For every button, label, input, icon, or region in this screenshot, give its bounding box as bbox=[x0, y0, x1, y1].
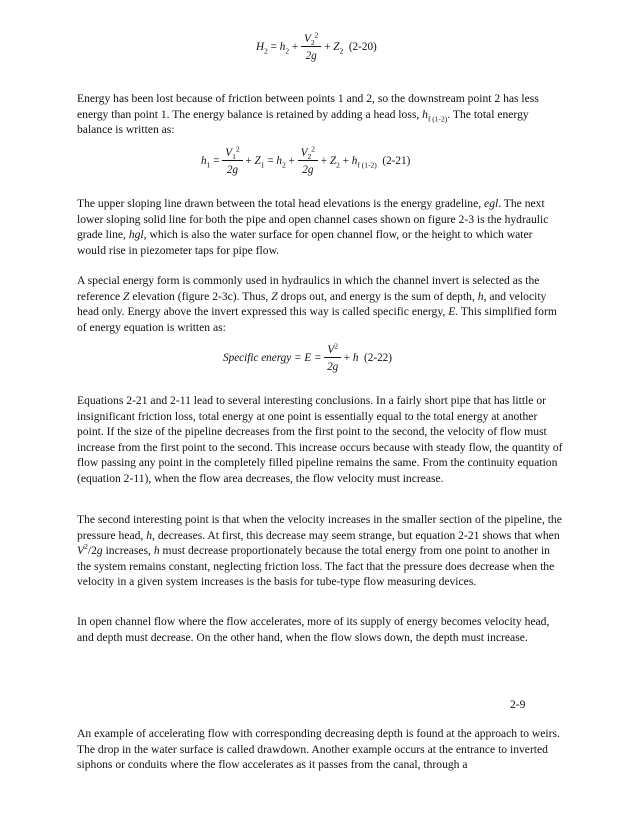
page-number: 2-9 bbox=[510, 698, 526, 711]
paragraph-pressure-head: The second interesting point is that when the velocity increases in the smaller section of the pipeline, the pressure head, h, decreases. At first, this decrease may seem strange, but equation 2-21 shows that when $V^2/2g$ increases, h must decrease proportionately because the total energy from one point to another in the system remains constant, neglecting friction loss. The fact that the pressure does decrease when the velocity in a given system increases is the basis for tube-type flow measuring devices. bbox=[77, 513, 562, 589]
paragraph-specific-energy: A special energy form is commonly used in hydraulics in which the channel invert is selected as the reference Z elevation (figure 2-3c). Thus, Z drops out, and energy is the sum of depth, h, and velocity head only. Energy above the invert expressed this way is called specific energy, E. This simplified form of energy equation is written as: bbox=[77, 274, 557, 334]
paragraph-open-channel: In open channel flow where the flow accelerates, more of its supply of energy becomes velocity head, and depth must decrease. On the other hand, when the flow slows down, the depth must increase. bbox=[77, 615, 550, 644]
equation-2-21: $h_1$ = $\frac{V_1^2}{2g}$ + $Z_1 = h_2$ + $\frac{V_2^2}{2g}$ + $Z_2 + h_{f (1-2)}$ (2-21) bbox=[201, 144, 411, 176]
fraction-velocity-head: $\frac{V_2^2}{2g}$ bbox=[301, 33, 321, 62]
fraction-v2: $\frac{V_2^2}{2g}$ bbox=[298, 147, 318, 176]
equation-2-22: Specific energy = E = $\frac{V^2}{2g}$ + h (2-22) bbox=[223, 341, 393, 373]
paragraph-conclusions: Equations 2-21 and 2-11 lead to several interesting conclusions. In a fairly short pipe that has little or insignificant friction loss, total energy at one point is essentially equal to the total energy at another point. If the size of the pipeline decreases from the first point to the second, the velocity of flow must increase from the first point to the second. This increase occurs because with steady flow, the quantity of flow passing any point in the completely filled pipeline remains the same. From the continuity equation (equation 2-11), when the flow area decreases, the flow velocity must increase. bbox=[77, 394, 563, 485]
equation-label: (2-22) bbox=[364, 352, 393, 365]
equation-label: (2-20) bbox=[348, 41, 377, 54]
paragraph-gradelines: The upper sloping line drawn between the total head elevations is the energy gradeline, egl. The next lower sloping solid line for both the pipe and open channel cases shown on figure 2-3 is the hydraulic grade line, hgl, which is also the water surface for open channel flow, or the height to which water would rise in piezometer taps for pipe flow. bbox=[77, 197, 549, 257]
fraction-v-squared: $\frac{V^2}{2g}$ bbox=[324, 344, 341, 373]
fraction-v1: $\frac{V_1^2}{2g}$ bbox=[222, 147, 242, 176]
paragraph-head-loss: Energy has been lost because of friction between points 1 and 2, so the downstream point 2 has less energy than point 1. The energy balance is retained by adding a head loss, $h_{f (1-2)}$. The total energy balance is written as: bbox=[77, 92, 539, 137]
equation-2-20: $H_2 = h_2$ + $\frac{V_2^2}{2g}$ + $Z_2$ (2-20) bbox=[256, 30, 377, 62]
paragraph-drawdown: An example of accelerating flow with corresponding decreasing depth is found at the approach to weirs. The drop in the water surface is called drawdown. Another example occurs at the entrance to inverted siphons or conduits where the flow accelerates as it passes from the canal, through a bbox=[77, 727, 560, 772]
equation-label: (2-21) bbox=[382, 155, 411, 168]
